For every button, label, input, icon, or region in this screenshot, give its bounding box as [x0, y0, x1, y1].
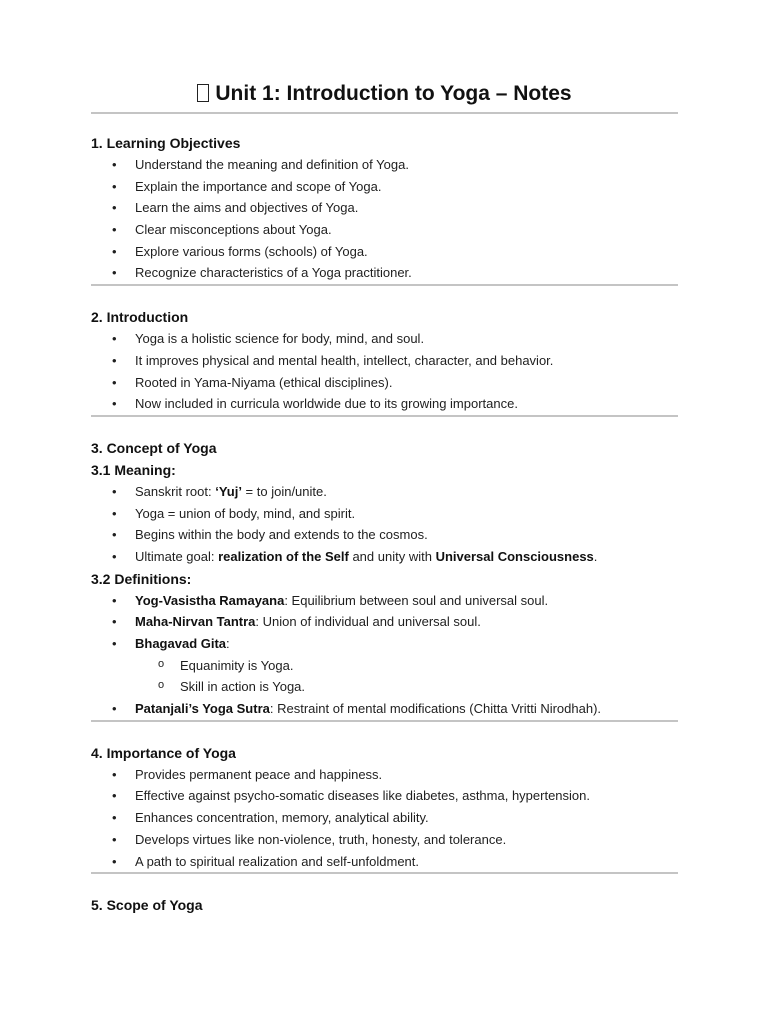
item-text: : Restraint of mental modifications (Chitta Vritti Nirodhah). [269, 701, 602, 717]
sub-list-item: o Equanimity is Yoga. [91, 655, 678, 677]
list-item [91, 590, 678, 612]
divider [91, 284, 678, 286]
page-title [91, 78, 678, 112]
item-text: : Union of individual and universal soul. [255, 614, 481, 630]
list-item: • Understand the meaning and definition of Yoga. [91, 154, 678, 176]
list-item [91, 633, 678, 655]
item-text: Ultimate goal: [135, 548, 219, 564]
list-item [91, 546, 678, 568]
list-item [91, 611, 678, 633]
goal-term: realization of the Self [218, 548, 349, 564]
list-item: • Yoga = union of body, mind, and spirit. [91, 503, 678, 525]
list-item: • A path to spiritual realization and self-unfoldment. [91, 851, 678, 873]
item-text: and unity with [348, 548, 436, 564]
list-item: • Explore various forms (schools) of Yoga. [91, 241, 678, 263]
title-text: Unit 1: Introduction to Yoga – Notes [215, 82, 572, 105]
section-heading-importance: 4. Importance of Yoga [91, 744, 236, 761]
importance-list [91, 764, 678, 872]
meaning-list [91, 481, 678, 568]
definition-source: Bhagavad Gita [135, 636, 227, 651]
definition-source: Yog-Vasistha Ramayana [135, 592, 285, 608]
list-item [91, 698, 678, 720]
list-item: • Begins within the body and extends to the cosmos. [91, 524, 678, 546]
list-item: • Learn the aims and objectives of Yoga. [91, 197, 678, 219]
sub-list-item: o Skill in action is Yoga. [91, 676, 678, 698]
list-item: • Explain the importance and scope of Yoga. [91, 176, 678, 198]
list-item: • Now included in curricula worldwide due to its growing importance. [91, 393, 678, 415]
item-text: : Equilibrium between soul and universal soul. [284, 592, 549, 608]
definition-source: Patanjali’s Yoga Sutra [135, 701, 270, 717]
item-text: : [226, 636, 230, 651]
list-item: • Rooted in Yama-Niyama (ethical disciplines). [91, 372, 678, 394]
section-heading-objectives: 1. Learning Objectives [91, 135, 241, 151]
section-heading-concept: 3. Concept of Yoga [91, 439, 217, 456]
item-text: Sanskrit root: [135, 483, 216, 499]
divider [91, 872, 678, 874]
divider [91, 415, 678, 417]
list-item: • Effective against psycho-somatic diseases like diabetes, asthma, hypertension. [91, 785, 678, 807]
sanskrit-root-term: ‘Yuj’ [215, 483, 242, 499]
list-item: • Provides permanent peace and happiness. [91, 764, 678, 786]
list-item: • It improves physical and mental health, intellect, character, and behavior. [91, 350, 678, 372]
introduction-list [91, 328, 678, 415]
missing-glyph-icon [197, 84, 209, 102]
section-heading-scope: 5. Scope of Yoga [91, 897, 203, 914]
list-item: • Enhances concentration, memory, analytical ability. [91, 807, 678, 829]
goal-term: Universal Consciousness [435, 548, 594, 564]
list-item: • Develops virtues like non-violence, truth, honesty, and tolerance. [91, 829, 678, 851]
item-text: = to join/unite. [241, 483, 327, 499]
subheading-definitions: 3.2 Definitions: [91, 570, 192, 587]
list-item: • Clear misconceptions about Yoga. [91, 219, 678, 241]
subheading-meaning: 3.1 Meaning: [91, 461, 176, 478]
definition-source: Maha-Nirvan Tantra [135, 614, 256, 630]
definitions-list [91, 590, 678, 720]
objectives-list [91, 154, 678, 284]
item-text: . [593, 548, 598, 564]
document-page [91, 78, 678, 916]
list-item: • Recognize characteristics of a Yoga practitioner. [91, 262, 678, 284]
divider [91, 112, 678, 114]
section-heading-introduction: 2. Introduction [91, 309, 189, 326]
list-item: • Yoga is a holistic science for body, mind, and soul. [91, 328, 678, 350]
divider [91, 720, 678, 722]
list-item [91, 481, 678, 503]
